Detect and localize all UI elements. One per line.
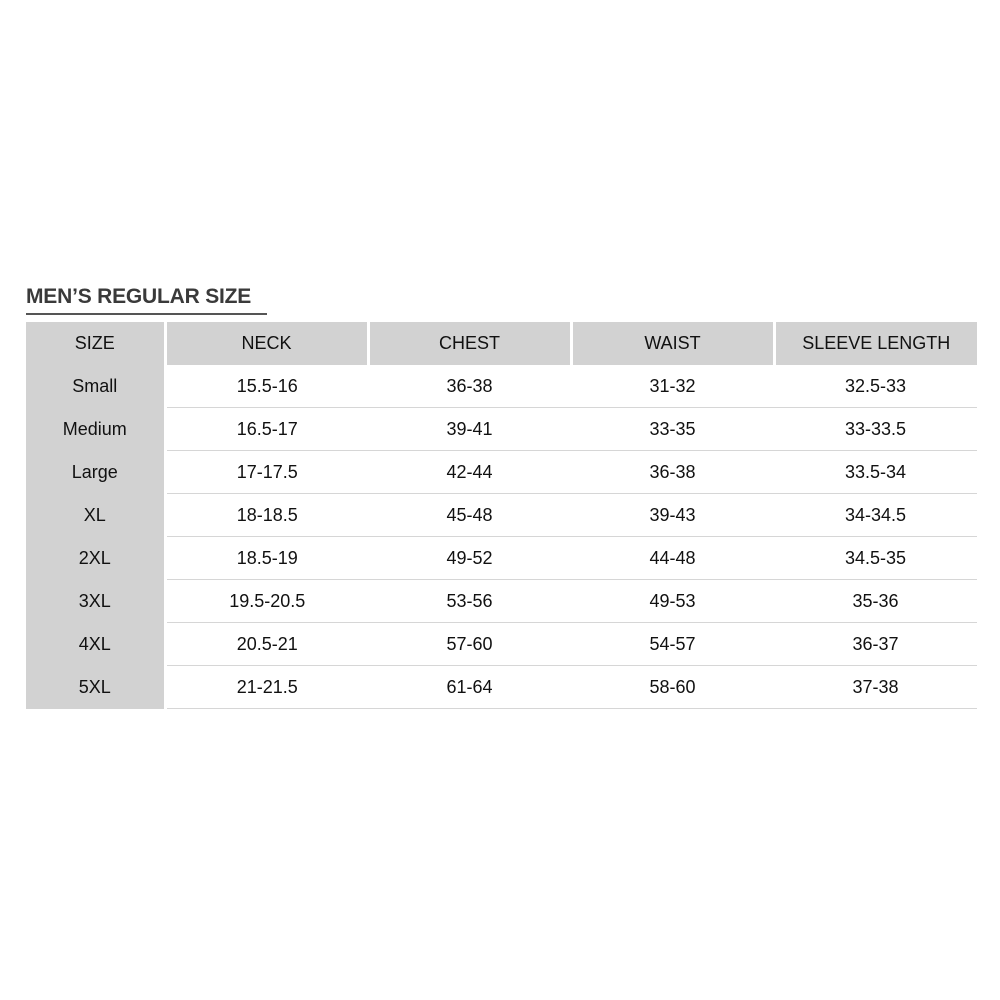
neck-cell: 18.5-19 — [165, 537, 368, 580]
sleeve-length-cell: 34.5-35 — [774, 537, 977, 580]
chest-cell: 45-48 — [368, 494, 571, 537]
sleeve-length-cell: 33-33.5 — [774, 408, 977, 451]
header-size: SIZE — [26, 322, 165, 365]
size-cell: 3XL — [26, 580, 165, 623]
sleeve-length-cell: 32.5-33 — [774, 365, 977, 408]
chest-cell: 39-41 — [368, 408, 571, 451]
sleeve-length-cell: 34-34.5 — [774, 494, 977, 537]
table-row — [26, 623, 977, 666]
neck-cell: 19.5-20.5 — [165, 580, 368, 623]
table-row — [26, 494, 977, 537]
header-neck: NECK — [165, 322, 368, 365]
neck-cell: 17-17.5 — [165, 451, 368, 494]
chest-cell: 36-38 — [368, 365, 571, 408]
page-title: MEN’S REGULAR SIZE — [26, 285, 252, 308]
sleeve-length-cell: 35-36 — [774, 580, 977, 623]
sleeve-length-cell: 33.5-34 — [774, 451, 977, 494]
chest-cell: 57-60 — [368, 623, 571, 666]
size-cell: 2XL — [26, 537, 165, 580]
chest-cell: 61-64 — [368, 666, 571, 709]
neck-cell: 16.5-17 — [165, 408, 368, 451]
table-row — [26, 408, 977, 451]
waist-cell: 54-57 — [571, 623, 774, 666]
size-chart-table — [26, 322, 977, 709]
sleeve-length-cell: 37-38 — [774, 666, 977, 709]
chest-cell: 49-52 — [368, 537, 571, 580]
table-row — [26, 666, 977, 709]
waist-cell: 31-32 — [571, 365, 774, 408]
header-waist: WAIST — [571, 322, 774, 365]
waist-cell: 44-48 — [571, 537, 774, 580]
size-cell: Large — [26, 451, 165, 494]
size-cell: Small — [26, 365, 165, 408]
neck-cell: 15.5-16 — [165, 365, 368, 408]
size-cell: Medium — [26, 408, 165, 451]
waist-cell: 39-43 — [571, 494, 774, 537]
chest-cell: 53-56 — [368, 580, 571, 623]
chest-cell: 42-44 — [368, 451, 571, 494]
neck-cell: 21-21.5 — [165, 666, 368, 709]
table-row — [26, 451, 977, 494]
waist-cell: 49-53 — [571, 580, 774, 623]
neck-cell: 18-18.5 — [165, 494, 368, 537]
table-header-row — [26, 322, 977, 365]
title-underline — [26, 313, 267, 315]
table-row — [26, 365, 977, 408]
size-cell: 5XL — [26, 666, 165, 709]
size-cell: XL — [26, 494, 165, 537]
table-row — [26, 580, 977, 623]
waist-cell: 36-38 — [571, 451, 774, 494]
table-row — [26, 537, 977, 580]
size-cell: 4XL — [26, 623, 165, 666]
header-sleeve-length: SLEEVE LENGTH — [774, 322, 977, 365]
waist-cell: 58-60 — [571, 666, 774, 709]
waist-cell: 33-35 — [571, 408, 774, 451]
neck-cell: 20.5-21 — [165, 623, 368, 666]
header-chest: CHEST — [368, 322, 571, 365]
sleeve-length-cell: 36-37 — [774, 623, 977, 666]
